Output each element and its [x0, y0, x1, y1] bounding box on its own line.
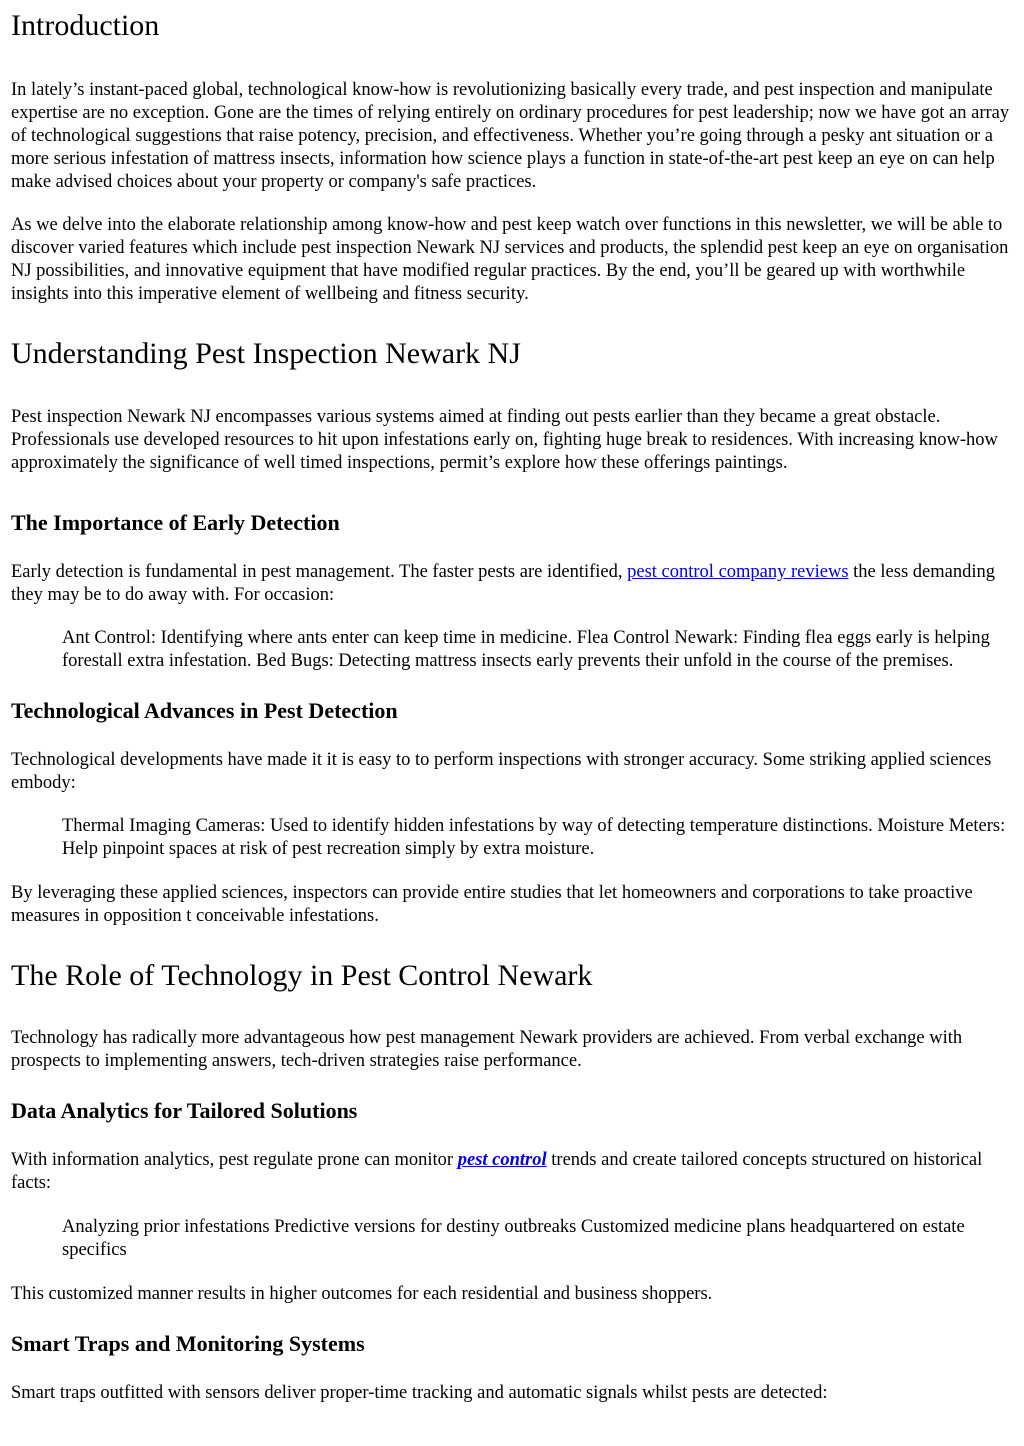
paragraph-smart-traps: Smart traps outfitted with sensors deliver proper-time tracking and automatic signals whilst pests are detected: — [11, 1383, 828, 1403]
heading-introduction: Introduction — [11, 9, 160, 42]
blockquote-data-analytics: Analyzing prior infestations Predictive versions for destiny outbreaks Customized medicine plans headquartered on estate specifics — [62, 1217, 965, 1260]
heading-understanding: Understanding Pest Inspection Newark NJ — [11, 337, 521, 370]
heading-data-analytics: Data Analytics for Tailored Solutions — [11, 1098, 358, 1123]
paragraph-data-text-before: With information analytics, pest regulate prone can monitor — [11, 1150, 458, 1170]
paragraph-role-of-technology: Technology has radically more advantageous how pest management Newark providers are achieved. From verbal exchange with prospects to implementing answers, tech-driven strategies raise performance. — [11, 1028, 963, 1071]
paragraph-early-detection — [11, 561, 1013, 607]
blockquote-early-detection: Ant Control: Identifying where ants enter can keep time in medicine. Flea Control Newark: Finding flea eggs early is helping forestall extra infestation. Bed Bugs: Detecting mattress insects early prevents their unfold in the course of the premises. — [62, 628, 990, 671]
pest-control-link[interactable]: pest control — [457, 1150, 547, 1170]
paragraph-technological-advances: Technological developments have made it it is easy to to perform inspections with stronger accuracy. Some striking applied sciences embody: — [11, 750, 992, 793]
paragraph-data-text-after: trends and create tailored concepts structured on historical facts: — [11, 1150, 983, 1193]
pest-control-company-reviews-link[interactable]: pest control company reviews — [627, 562, 849, 582]
heading-role-of-technology: The Role of Technology in Pest Control Newark — [11, 959, 593, 992]
heading-early-detection: The Importance of Early Detection — [11, 510, 340, 535]
heading-technological-advances: Technological Advances in Pest Detection — [11, 698, 398, 723]
paragraph-customized-manner: This customized manner results in higher outcomes for each residential and business shoppers. — [11, 1284, 713, 1304]
heading-smart-traps: Smart Traps and Monitoring Systems — [11, 1331, 365, 1356]
paragraph-understanding: Pest inspection Newark NJ encompasses various systems aimed at finding out pests earlier than they became a great obstacle. Professionals use developed resources to hit upon infestations early on, fighting huge break to residences. With increasing know-how approximately the significance of well timed inspections, permit’s explore how these offerings paintings. — [11, 407, 998, 473]
paragraph-early-text-after: the less demanding they may be to do away with. For occasion: — [11, 562, 995, 605]
blockquote-technologies: Thermal Imaging Cameras: Used to identify hidden infestations by way of detecting temperature distinctions. Moisture Meters: Help pinpoint spaces at risk of pest recreation simply by extra moisture. — [62, 816, 1006, 859]
paragraph-data-analytics — [11, 1149, 1013, 1195]
paragraph-leveraging: By leveraging these applied sciences, inspectors can provide entire studies that let homeowners and corporations to take proactive measures in opposition t conceivable infestations. — [11, 883, 973, 926]
paragraph-intro-2: As we delve into the elaborate relationship among know-how and pest keep watch over functions in this newsletter, we will be able to discover varied features which include pest inspection Newark NJ services and products, the splendid pest keep an eye on organisation NJ possibilities, and innovative equipment that have modified regular practices. By the end, you’ll be geared up with worthwhile insights into this imperative element of wellbeing and fitness security. — [11, 215, 1009, 304]
paragraph-early-text-before: Early detection is fundamental in pest management. The faster pests are identified, — [11, 562, 628, 582]
paragraph-intro-1: In lately’s instant-paced global, technological know-how is revolutionizing basically every trade, and pest inspection and manipulate expertise are no exception. Gone are the times of relying entirely on ordinary procedures for pest leadership; now we have got an array of technological suggestions that raise potency, precision, and effectiveness. Whether you’re going through a pesky ant situation or a more serious infestation of mattress insects, information how science plays a function in state-of-the-art pest keep an eye on can help make advised choices about your property or company's safe practices. — [11, 80, 1010, 192]
